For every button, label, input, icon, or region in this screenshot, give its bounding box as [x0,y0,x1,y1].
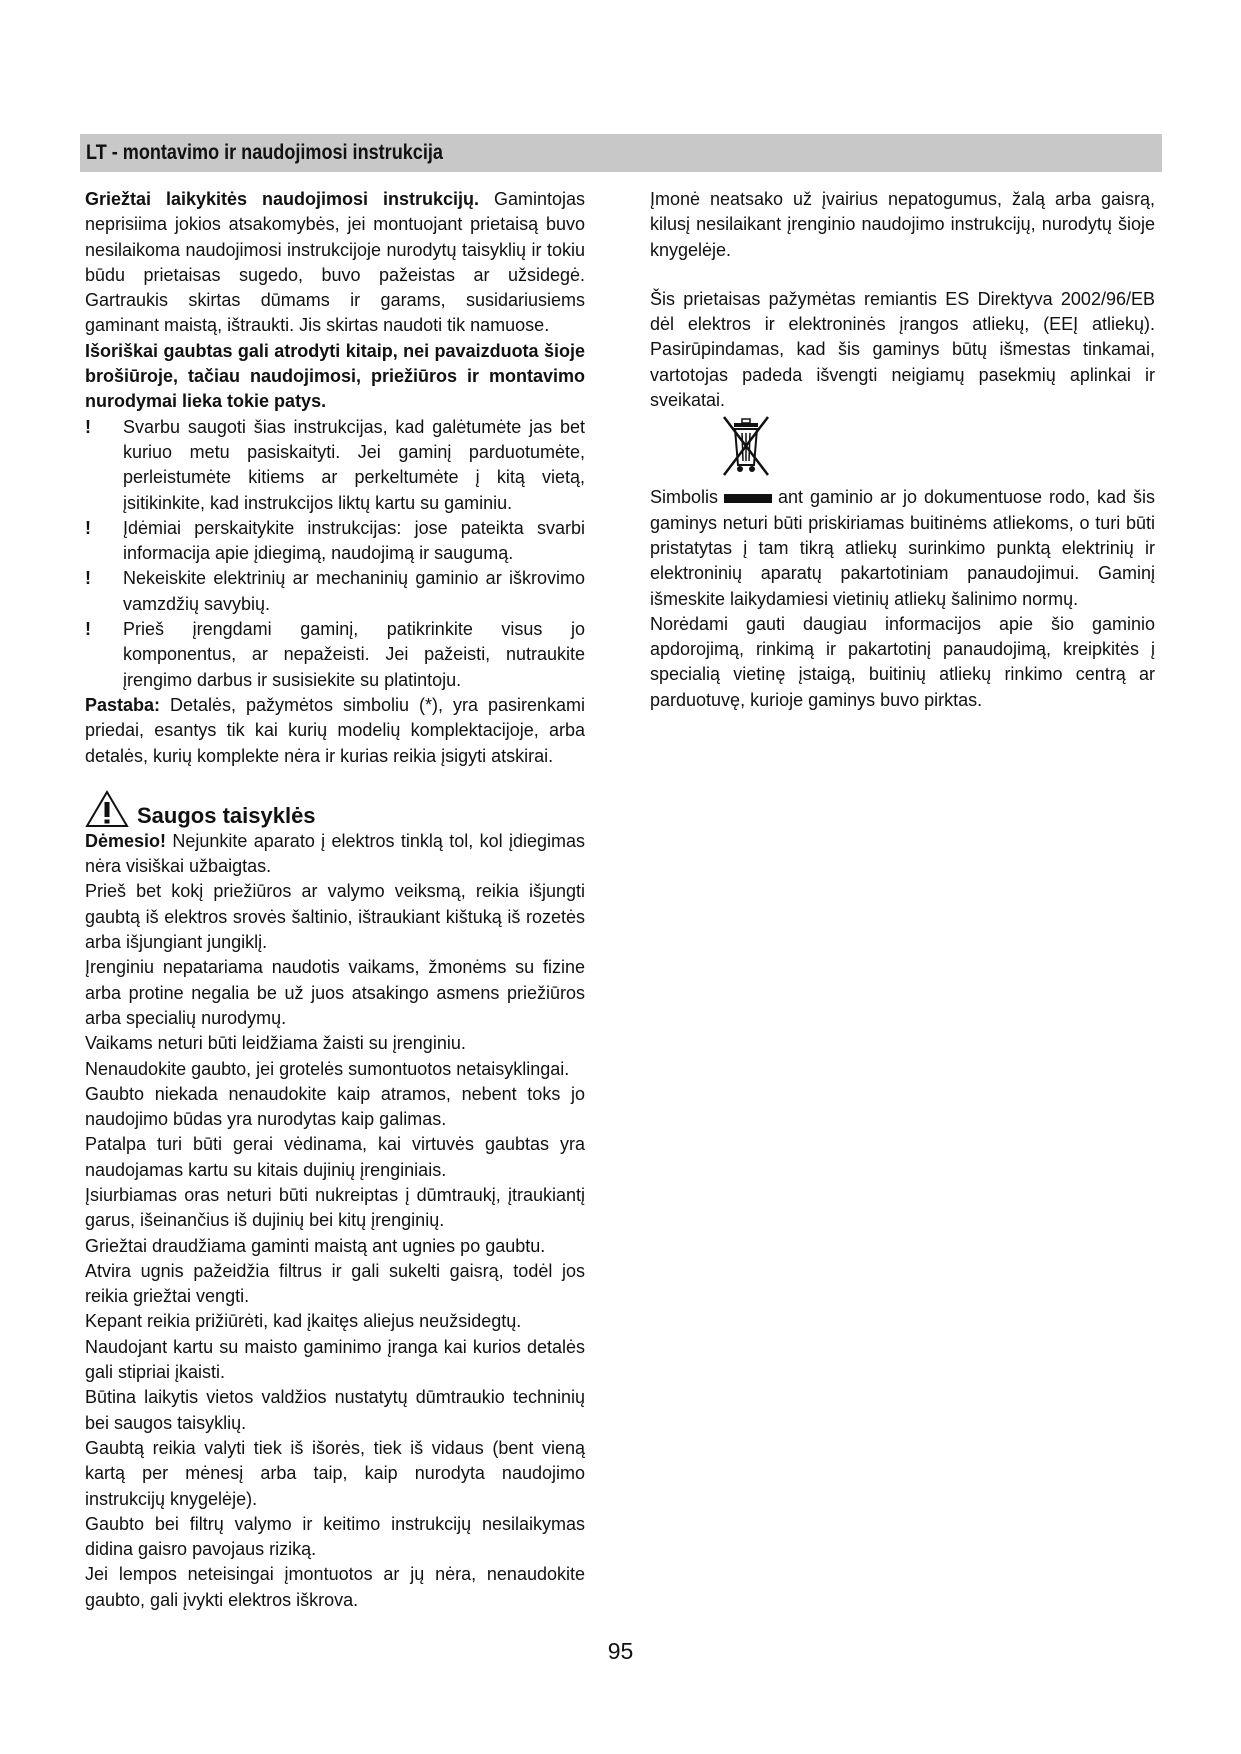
exclamation-mark: ! [85,416,91,437]
info-paragraph: Norėdami gauti daugiau informacijos apie šio gaminio apdorojimą, rinkimą ir pakartotinį panaudojimą, kreipkitės į specialią vietinę įstaigą, buitinių atliekų rinkimo centrą ar parduotuvę, kurioje gaminys buvo pirktas. [650,613,1155,710]
warning-text: Nekeiskite elektrinių ar mechaninių gaminio ar iškrovimo vamzdžių savybių. [123,568,585,614]
safety-title: Saugos taisyklės [137,802,316,828]
warning-text: Įdėmiai perskaitykite instrukcijas: jose pateikta svarbi informacija apie įdiegimą, naudojimą ir saugumą. [123,517,585,564]
note-paragraph [85,693,585,769]
safety-paragraph: Įrenginiu nepatariama naudotis vaikams, žmonėms su fizine arba protine negalia be už juos atsakingo asmens priežiūros arba specialių nurodymų. [85,957,585,1028]
exclamation-mark: ! [85,568,91,589]
warning-triangle-icon [85,789,129,829]
appearance-note: Išoriškai gaubtas gali atrodyti kitaip, nei pavaizduota šioje brošiūroje, tačiau naudojimosi, priežiūros ir montavimo nurodymai lieka tokie patys. [85,340,585,412]
right-column [650,187,1155,713]
safety-paragraph: Prieš bet kokį priežiūros ar valymo veiksmą, reikia išjungti gaubtą iš elektros srovės šaltinio, ištraukiant kištuką iš rozetės arba išjungiant jungiklį. [85,881,585,953]
section-header-bar [80,134,1162,172]
warning-text: Svarbu saugoti šias instrukcijas, kad galėtumėte jas bet kuriuo metu pasiskaityti. Jei gaminį parduotumėte, perleistumėte kitiems ar perkeltumėte į kitą vietą, įsitikinkite, kad instrukcijos liktų kartu su gaminiu. [123,416,585,513]
attention-label: Dėmesio! [85,830,167,851]
safety-paragraph: Įsiurbiamas oras neturi būti nukreiptas į dūmtraukį, įtraukiantį garus, išeinančius iš dujinių bei kitų įrenginių. [85,1184,585,1231]
safety-paragraph: Kepant reikia prižiūrėti, kad įkaitęs aliejus neužsidegtų. [85,1311,522,1332]
intro-text: Gamintojas neprisiima jokios atsakomybės, jei montuojant prietaisą buvo nesilaikoma naudojimosi instrukcijoje nurodytų taisyklių ir tokiu būdu prietaisas sugedo, buvo pažeistas ar užsidegė. Gartraukis skirtas dūmams ir garams, susidariusiems gaminant maistą, ištraukti. Jis skirtas naudoti tik namuose. [85,189,585,336]
exclamation-mark: ! [85,619,91,640]
black-bar-symbol [724,494,772,503]
left-column [85,187,585,1613]
safety-paragraph: Patalpa turi būti gerai vėdinama, kai virtuvės gaubtas yra naudojamas kartu su kitais dujinių įrenginiais. [85,1134,585,1180]
safety-paragraph: Atvira ugnis pažeidžia filtrus ir gali sukelti gaisrą, todėl jos reikia griežtai vengti. [85,1260,585,1307]
warning-item [85,415,585,516]
note-text: Detalės, pažymėtos simboliu (*), yra pasirenkami priedai, esantys tik kai kurių modelių komplektacijoje, arba detalės, kurių komplekte nėra ir kurias reikia įsigyti atskirai. [85,694,585,766]
weee-paragraph: Šis prietaisas pažymėtas remiantis ES Direktyva 2002/96/EB dėl elektros ir elektroninės įrangos atliekų, (EEĮ atliekų). Pasirūpindamas, kad šis gaminys būtų išmestas tinkamai, vartotojas padeda išvengti neigiamų pasekmių aplinkai ir sveikatai. [650,288,1155,411]
warning-item [85,516,585,567]
safety-paragraph: Būtina laikytis vietos valdžios nustatytų dūmtraukio techninių bei saugos taisyklių. [85,1387,585,1433]
page-number: 95 [607,1638,634,1664]
safety-paragraph: Griežtai draudžiama gaminti maistą ant ugnies po gaubtu. [85,1235,546,1256]
crossed-bin-icon [716,413,776,479]
section-title: LT - montavimo ir naudojimosi instrukcija [86,141,443,164]
safety-heading [85,785,585,829]
safety-paragraph: Gaubto niekada nenaudokite kaip atramos, nebent toks jo naudojimo būdas yra nurodytas kaip galimas. [85,1083,585,1130]
safety-paragraph: Gaubto bei filtrų valymo ir keitimo instrukcijų nesilaikymas didina gaisro pavojaus riziką. [85,1513,585,1560]
symbol-prefix: Simbolis [650,487,719,508]
intro-lead: Griežtai laikykitės naudojimosi instrukcijų. [85,189,479,209]
warning-item [85,617,585,693]
note-label: Pastaba: [85,694,161,715]
symbol-paragraph [650,485,1155,611]
intro-paragraph [85,187,585,339]
safety-paragraph: Jei lempos neteisingai įmontuotos ar jų nėra, nenaudokite gaubto, gali įvykti elektros iškrova. [85,1564,585,1610]
spacer [650,263,1155,287]
attention-text: Nejunkite aparato į elektros tinklą tol, kol įdiegimas nėra visiškai užbaigtas. [85,830,585,877]
safety-paragraph: Naudojant kartu su maisto gaminimo įranga kai kurios detalės gali stipriai įkaisti. [85,1336,585,1383]
safety-paragraph: Gaubtą reikia valyti tiek iš išorės, tiek iš vidaus (bent vieną kartą per mėnesį arba taip, kaip nurodyta naudojimo instrukcijų knygelėje). [85,1437,585,1509]
warning-item [85,566,585,617]
attention-paragraph [85,829,585,880]
safety-paragraph: Vaikams neturi būti leidžiama žaisti su įrenginiu. [85,1033,466,1054]
warning-text: Prieš įrengdami gaminį, patikrinkite visus jo komponentus, ar nepažeisti. Jei pažeisti, nutraukite įrengimo darbus ir susisiekite su platintoju. [123,619,585,690]
symbol-text: ant gaminio ar jo dokumentuose rodo, kad šis gaminys neturi būti priskiriamas buitinėms atliekoms, o turi būti pristatytas į tam tikrą atliekų surinkimo punktą elektrinių ir elektroninių aparatų pakartotiniam panaudojimui. Gaminį išmeskite laikydamiesi vietinių atliekų šalinimo normų. [650,487,1155,609]
safety-paragraph: Nenaudokite gaubto, jei grotelės sumontuotos netaisyklingai. [85,1058,570,1079]
liability-paragraph: Įmonė neatsako už įvairius nepatogumus, žalą arba gaisrą, kilusį nesilaikant įrenginio naudojimo instrukcijų, nurodytų šioje knygelėje. [650,189,1155,260]
exclamation-mark: ! [85,517,91,538]
